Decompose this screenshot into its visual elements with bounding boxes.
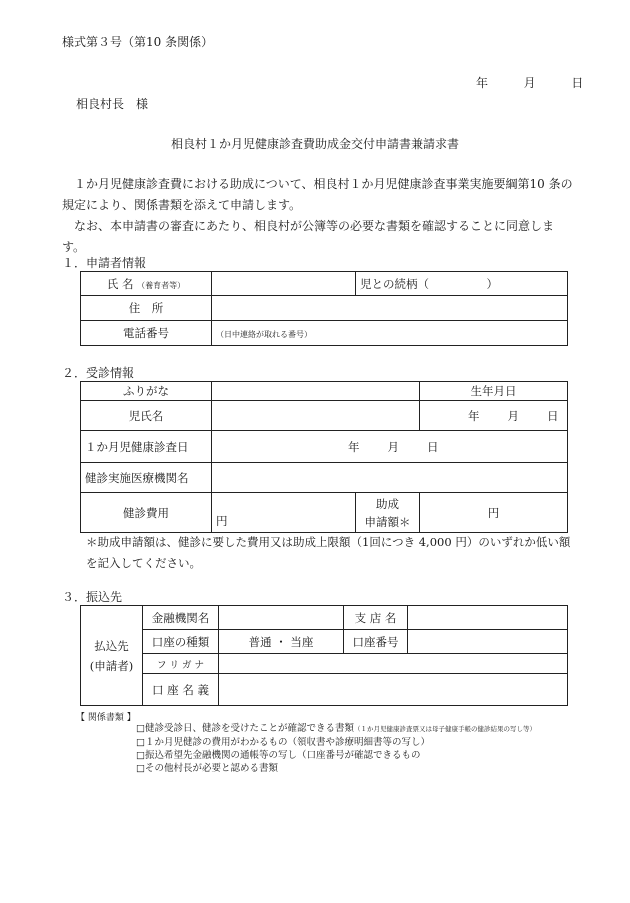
clinic-field[interactable] <box>212 463 568 493</box>
section-exam-heading: ２．受診情報 <box>62 366 135 380</box>
exam-table <box>80 381 568 533</box>
documents-title: 【 関係書類 】 <box>76 713 136 723</box>
birth-year-label: 年 <box>468 408 480 423</box>
birth-month-label: 月 <box>507 408 519 423</box>
account-holder-field[interactable] <box>219 674 568 706</box>
document-item-3: □振込希望先金融機関の通帳等の写し（口座番号が確認できるもの <box>136 750 421 761</box>
bank-name-field[interactable] <box>219 606 344 630</box>
phone-note: （日中連絡が取れる番号） <box>216 330 312 339</box>
intro-paragraph-1: １か月児健康診査費における助成について、相良村１か月児健康診査事業実施要綱第10 条の規定により、関係書類を添えて申請します。 <box>62 177 573 212</box>
account-type-label: 口座の種類 <box>143 630 219 654</box>
section-applicant-heading: １．申請者情報 <box>62 256 147 270</box>
exam-month-label: 月 <box>387 439 399 454</box>
exam-date-label: １か月児健康診査日 <box>81 431 212 463</box>
child-name-label: 児氏名 <box>81 401 212 431</box>
document-item-4: □その他村長が必要と認める書類 <box>136 763 278 774</box>
section-bank-heading: ３．振込先 <box>62 590 123 604</box>
relation-field[interactable]: 児との続柄（ ） <box>356 272 568 296</box>
applicant-name-field[interactable] <box>212 272 356 296</box>
account-number-label: 口座番号 <box>344 630 408 654</box>
payee-label: 払込先 (申請者) <box>81 606 143 706</box>
phone-field[interactable] <box>212 321 568 346</box>
address-label: 住 所 <box>81 296 212 321</box>
holder-furigana-label: フ リ ガ ナ <box>143 654 219 674</box>
clinic-label: 健診実施医療機関名 <box>81 463 212 493</box>
applicant-name-sub: （養育者等） <box>137 280 186 290</box>
form-title: 相良村１か月児健康診査費助成金交付申請書兼請求書 <box>170 137 459 151</box>
document-item-2: □１か月児健診の費用がわかるもの（領収書や診療明細書等の写し） <box>136 737 430 748</box>
account-number-field[interactable] <box>408 630 568 654</box>
account-holder-label: 口 座 名 義 <box>143 674 219 706</box>
addressee: 相良村長 様 <box>76 97 149 111</box>
child-furigana-label: ふりがな <box>81 382 212 401</box>
cost-label: 健診費用 <box>81 493 212 533</box>
document-item-1-note: （１か月児健康診査票又は母子健康手帳の健診結果の写し等） <box>353 725 536 733</box>
intro-text <box>62 174 577 258</box>
date-year-label: 年 <box>476 76 489 90</box>
date-day-label: 日 <box>571 76 584 90</box>
exam-date-field[interactable] <box>212 431 568 463</box>
applicant-table <box>80 271 568 346</box>
exam-year-label: 年 <box>348 439 360 454</box>
branch-field[interactable] <box>408 606 568 630</box>
applicant-name-label: 氏 名 （養育者等） <box>81 272 212 296</box>
documents-list <box>136 722 536 775</box>
phone-label: 電話番号 <box>81 321 212 346</box>
holder-furigana-field[interactable] <box>219 654 568 674</box>
account-type-field[interactable]: 普通 ・ 当座 <box>219 630 344 654</box>
grant-field[interactable] <box>420 493 568 533</box>
birth-date-label: 生年月日 <box>420 382 568 401</box>
document-item-1: □健診受診日、健診を受けたことが確認できる書類（１か月児健康診査票又は母子健康手帳の健診結果の写し等） <box>136 723 536 734</box>
grant-label: 助成 申請額＊ <box>356 493 420 533</box>
bank-name-label: 金融機関名 <box>143 606 219 630</box>
date-month-label: 月 <box>523 76 536 90</box>
address-field[interactable] <box>212 296 568 321</box>
grant-unit: 円 <box>487 505 500 520</box>
birth-day-label: 日 <box>547 408 559 423</box>
intro-paragraph-2: なお、本申請書の審査にあたり、相良村が公簿等の必要な書類を確認することに同意します。 <box>62 219 555 254</box>
form-number: 様式第３号（第10 条関係） <box>62 35 214 49</box>
cost-unit: 円 <box>216 514 228 528</box>
exam-day-label: 日 <box>427 439 439 454</box>
child-furigana-field[interactable] <box>212 382 420 401</box>
application-date <box>476 74 583 91</box>
grant-note: ＊助成申請額は、健診に要した費用又は助成上限額（1回につき 4,000 円）のいずれか低い額を記入してください。 <box>86 535 571 570</box>
branch-label: 支 店 名 <box>344 606 408 630</box>
bank-table <box>80 605 568 706</box>
child-name-field[interactable] <box>212 401 420 431</box>
birth-date-field[interactable] <box>420 401 568 431</box>
cost-field[interactable] <box>212 493 356 533</box>
